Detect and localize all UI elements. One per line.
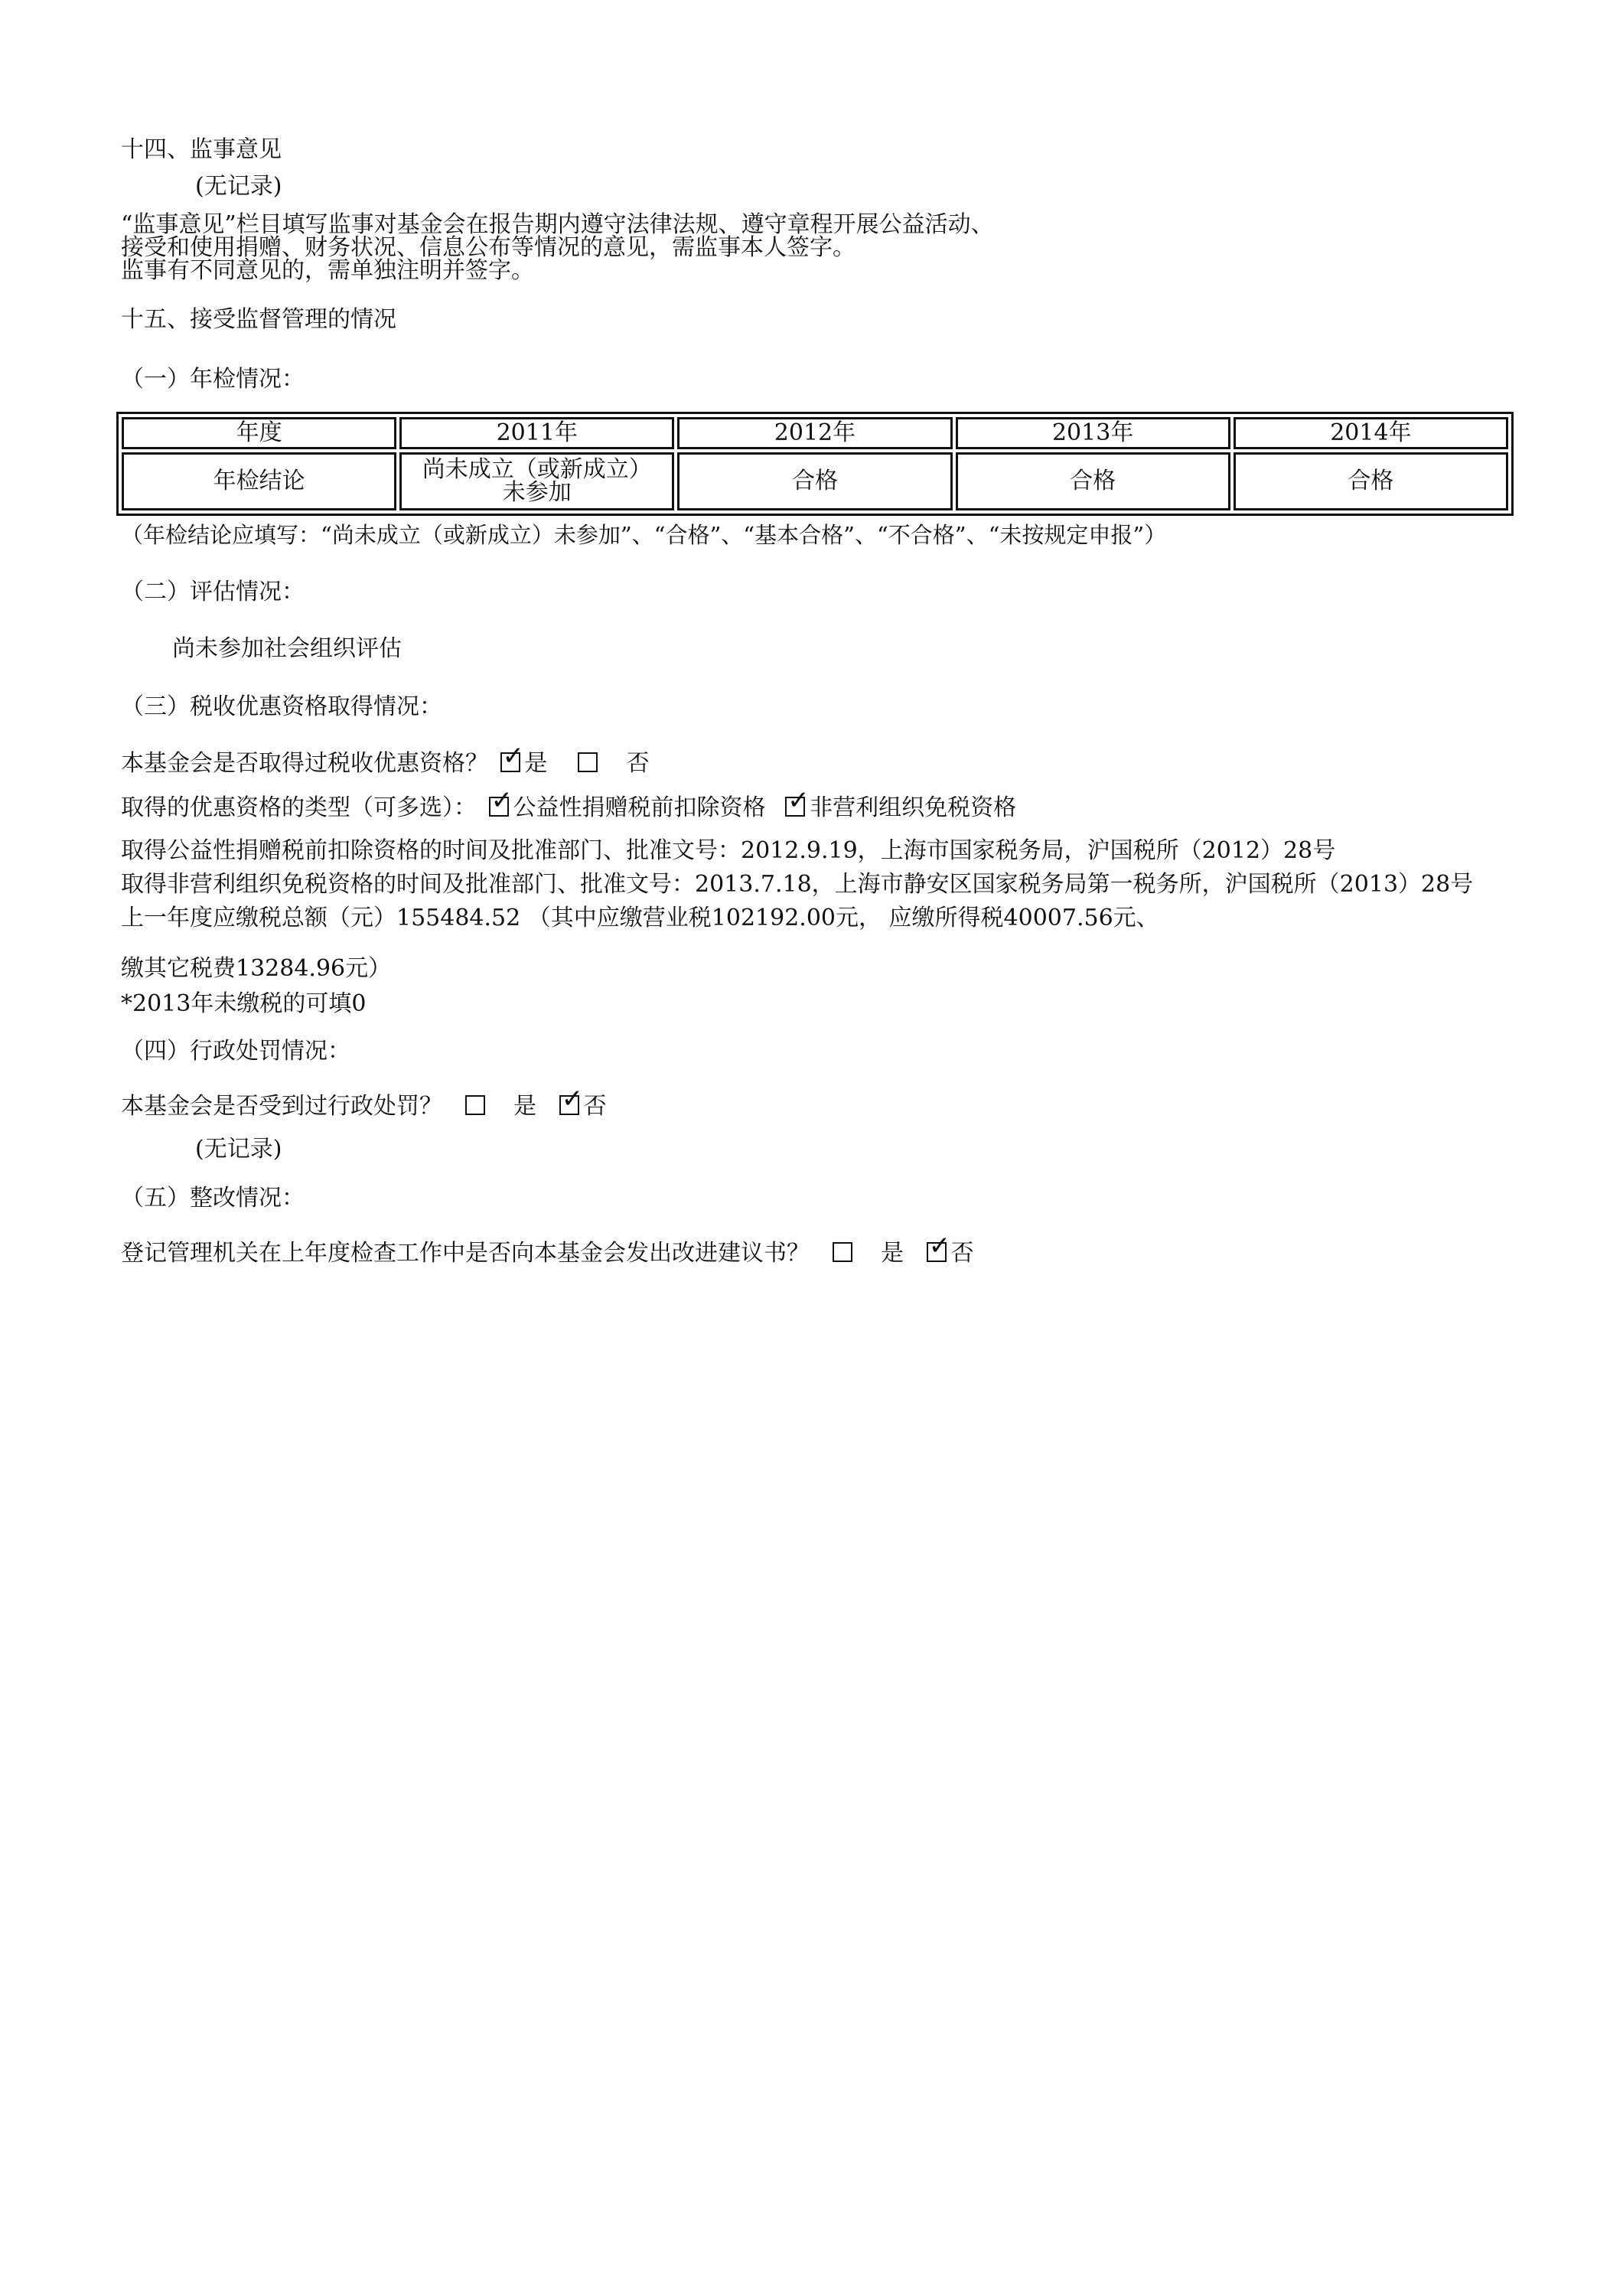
tax-total-line: 上一年度应缴税总额（元）155484.52 （其中应缴营业税102192.00元， 应缴所得税40007.56元、 — [121, 905, 1159, 931]
donation-deduction-approval: 取得公益性捐赠税前扣除资格的时间及批准部门、批准文号：2012.9.19，上海市国家税务局，沪国税所（2012）28号 — [121, 837, 1336, 864]
rectify-yes-label: 是 — [881, 1240, 904, 1267]
rectify-no-label: 否 — [950, 1240, 974, 1267]
result-cell-2011: 尚未成立（或新成立） 未参加 — [399, 452, 674, 510]
donation-deduction-checkbox[interactable] — [489, 785, 513, 817]
tax-other-fees-line: 缴其它税费13284.96元） — [121, 955, 392, 982]
check-icon: ✓ — [928, 1231, 951, 1261]
rectify-q-label: 登记管理机关在上年度检查工作中是否向本基金会发出改进建议书？ — [121, 1240, 810, 1267]
result-cell-2012: 合格 — [677, 452, 952, 510]
row-label-cell: 年检结论 — [122, 452, 396, 510]
donation-deduction-label: 公益性捐赠税前扣除资格 — [513, 794, 766, 821]
rectify-no-checkbox[interactable] — [927, 1231, 951, 1262]
evaluation-text: 尚未参加社会组织评估 — [172, 635, 402, 662]
annual-inspection-heading: （一）年检情况： — [121, 366, 305, 393]
rectify-heading: （五）整改情况： — [121, 1185, 305, 1212]
header-cell-2014: 2014年 — [1234, 417, 1508, 449]
table-header-row — [122, 417, 1508, 449]
tax-yes-checkbox[interactable] — [500, 741, 525, 772]
result-cell-2014: 合格 — [1234, 452, 1508, 510]
tax-no-checkbox[interactable] — [578, 752, 598, 772]
supervisor-note-line2: 接受和使用捐赠、财务状况、信息公布等情况的意见，需监事本人签字。 — [121, 234, 855, 261]
section-15-title: 十五、接受监督管理的情况 — [121, 306, 396, 333]
check-icon: ✓ — [502, 741, 525, 771]
nonprofit-exemption-label: 非营利组织免税资格 — [810, 794, 1017, 821]
supervisor-no-record: (无记录) — [195, 173, 282, 200]
tax-q2-label: 取得的优惠资格的类型（可多选）： — [121, 794, 477, 821]
penalty-heading: （四）行政处罚情况： — [121, 1038, 350, 1065]
header-cell-year: 年度 — [122, 417, 396, 449]
check-icon: ✓ — [787, 785, 810, 816]
tax-heading: （三）税收优惠资格取得情况： — [121, 693, 442, 720]
tax-no-label: 否 — [626, 750, 650, 777]
header-cell-2011: 2011年 — [399, 417, 674, 449]
nonprofit-exemption-checkbox[interactable] — [785, 785, 810, 817]
section-14-title: 十四、监事意见 — [121, 136, 282, 163]
annual-inspection-table — [116, 412, 1514, 516]
tax-yes-label: 是 — [524, 750, 548, 777]
penalty-q-label: 本基金会是否受到过行政处罚？ — [121, 1093, 442, 1120]
tax-footnote: *2013年未缴税的可填0 — [121, 990, 367, 1017]
tax-q1-label: 本基金会是否取得过税收优惠资格？ — [121, 750, 488, 777]
header-cell-2012: 2012年 — [677, 417, 952, 449]
evaluation-heading: （二）评估情况： — [121, 579, 305, 605]
tax-q2-line — [121, 785, 1017, 822]
header-cell-2013: 2013年 — [956, 417, 1230, 449]
penalty-q-line — [121, 1084, 607, 1120]
tax-q1-line — [121, 741, 650, 778]
penalty-no-checkbox[interactable] — [559, 1084, 584, 1115]
supervisor-note-line3: 监事有不同意见的，需单独注明并签字。 — [121, 257, 534, 284]
nonprofit-exemption-approval: 取得非营利组织免税资格的时间及批准部门、批准文号：2013.7.18，上海市静安区国家税务局第一税务所，沪国税所（2013）28号 — [121, 871, 1474, 898]
penalty-yes-label: 是 — [513, 1093, 537, 1120]
check-icon: ✓ — [490, 785, 513, 816]
rectify-q-line — [121, 1231, 974, 1267]
penalty-no-record: (无记录) — [195, 1136, 282, 1163]
rectify-yes-checkbox[interactable] — [833, 1242, 852, 1262]
penalty-yes-checkbox[interactable] — [465, 1095, 485, 1115]
result-cell-2013: 合格 — [956, 452, 1230, 510]
penalty-no-label: 否 — [583, 1093, 607, 1120]
supervisor-note-line1: “监事意见”栏目填写监事对基金会在报告期内遵守法律法规、遵守章程开展公益活动、 — [121, 211, 994, 238]
check-icon: ✓ — [561, 1084, 584, 1114]
annual-inspection-note: （年检结论应填写：“尚未成立（或新成立）未参加”、“合格”、“基本合格”、“不合格”、“未按规定申报”） — [121, 522, 1167, 548]
table-result-row — [122, 452, 1508, 510]
